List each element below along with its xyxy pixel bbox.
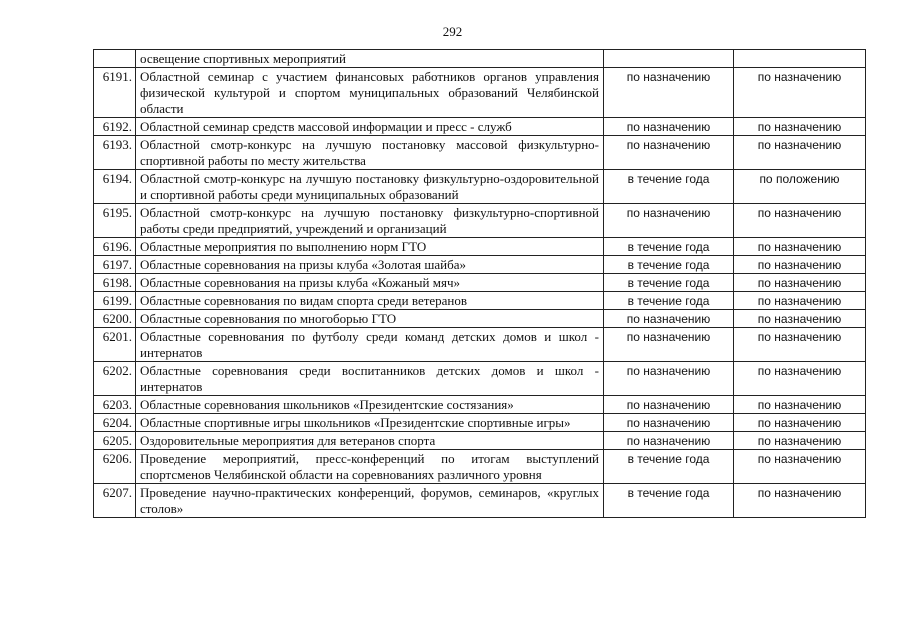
row-number-cell: 6203. (94, 396, 136, 414)
table-row (94, 170, 866, 204)
event-term-cell (604, 50, 734, 68)
event-name-cell: Оздоровительные мероприятия для ветеранов спорта (136, 432, 604, 450)
event-funding-cell: по назначению (734, 432, 866, 450)
event-funding-cell: по назначению (734, 256, 866, 274)
row-number-cell: 6206. (94, 450, 136, 484)
row-number-cell: 6198. (94, 274, 136, 292)
table-row (94, 414, 866, 432)
event-name-cell: Областные соревнования школьников «Президентские состязания» (136, 396, 604, 414)
event-term-cell: по назначению (604, 136, 734, 170)
table-row (94, 432, 866, 450)
event-funding-cell: по назначению (734, 396, 866, 414)
event-term-cell: по назначению (604, 414, 734, 432)
row-number-cell: 6196. (94, 238, 136, 256)
event-funding-cell: по назначению (734, 484, 866, 518)
event-name-cell: Областные соревнования по многоборью ГТО (136, 310, 604, 328)
event-name-cell: Областной семинар средств массовой информации и пресс - служб (136, 118, 604, 136)
event-name-cell: Областные спортивные игры школьников «Президентские спортивные игры» (136, 414, 604, 432)
row-number-cell: 6191. (94, 68, 136, 118)
event-term-cell: по назначению (604, 310, 734, 328)
event-name-cell: Областной семинар с участием финансовых работников органов управления физической культурой и спортом муниципальных образований Челябинской области (136, 68, 604, 118)
event-name-cell: Областные соревнования по футболу среди команд детских домов и школ - интернатов (136, 328, 604, 362)
event-funding-cell: по назначению (734, 292, 866, 310)
event-funding-cell: по назначению (734, 328, 866, 362)
row-number-cell: 6192. (94, 118, 136, 136)
event-funding-cell: по назначению (734, 68, 866, 118)
row-number-cell: 6195. (94, 204, 136, 238)
row-number-cell: 6199. (94, 292, 136, 310)
row-number-cell: 6207. (94, 484, 136, 518)
page-number: 292 (442, 24, 463, 39)
event-term-cell: в течение года (604, 274, 734, 292)
event-term-cell: по назначению (604, 328, 734, 362)
table-row (94, 484, 866, 518)
event-funding-cell: по назначению (734, 362, 866, 396)
table-row (94, 396, 866, 414)
table-row (94, 118, 866, 136)
event-name-cell: Проведение научно-практических конференций, форумов, семинаров, «круглых столов» (136, 484, 604, 518)
table-row (94, 136, 866, 170)
event-name-cell: Областной смотр-конкурс на лучшую постановку массовой физкультурно-спортивной работы по месту жительства (136, 136, 604, 170)
event-term-cell: по назначению (604, 204, 734, 238)
row-number-cell: 6193. (94, 136, 136, 170)
row-number-cell: 6205. (94, 432, 136, 450)
table-row (94, 50, 866, 68)
table-row (94, 362, 866, 396)
event-funding-cell: по положению (734, 170, 866, 204)
event-funding-cell: по назначению (734, 238, 866, 256)
event-name-cell: освещение спортивных мероприятий (136, 50, 604, 68)
event-term-cell: по назначению (604, 396, 734, 414)
row-number-cell (94, 50, 136, 68)
events-table-body (94, 50, 866, 518)
event-name-cell: Областной смотр-конкурс на лучшую постановку физкультурно-оздоровительной и спортивной работы среди муниципальных образований (136, 170, 604, 204)
event-name-cell: Областные соревнования на призы клуба «Кожаный мяч» (136, 274, 604, 292)
event-term-cell: в течение года (604, 170, 734, 204)
table-row (94, 450, 866, 484)
table-row (94, 274, 866, 292)
event-funding-cell: по назначению (734, 136, 866, 170)
event-term-cell: в течение года (604, 256, 734, 274)
event-name-cell: Проведение мероприятий, пресс-конференций по итогам выступлений спортсменов Челябинской области на соревнованиях различного уровня (136, 450, 604, 484)
table-row (94, 292, 866, 310)
event-name-cell: Областной смотр-конкурс на лучшую постановку физкультурно-спортивной работы среди предприятий, учреждений и организаций (136, 204, 604, 238)
table-row (94, 256, 866, 274)
event-funding-cell (734, 50, 866, 68)
row-number-cell: 6194. (94, 170, 136, 204)
row-number-cell: 6202. (94, 362, 136, 396)
event-name-cell: Областные соревнования среди воспитанников детских домов и школ - интернатов (136, 362, 604, 396)
event-funding-cell: по назначению (734, 310, 866, 328)
events-table (93, 49, 866, 518)
table-row (94, 238, 866, 256)
event-term-cell: по назначению (604, 68, 734, 118)
event-term-cell: по назначению (604, 118, 734, 136)
row-number-cell: 6201. (94, 328, 136, 362)
row-number-cell: 6204. (94, 414, 136, 432)
event-term-cell: в течение года (604, 484, 734, 518)
event-term-cell: в течение года (604, 292, 734, 310)
event-funding-cell: по назначению (734, 118, 866, 136)
event-term-cell: в течение года (604, 238, 734, 256)
event-funding-cell: по назначению (734, 414, 866, 432)
event-funding-cell: по назначению (734, 450, 866, 484)
event-name-cell: Областные соревнования на призы клуба «Золотая шайба» (136, 256, 604, 274)
event-term-cell: по назначению (604, 362, 734, 396)
table-row (94, 68, 866, 118)
table-row (94, 204, 866, 238)
table-row (94, 310, 866, 328)
event-term-cell: в течение года (604, 450, 734, 484)
table-row (94, 328, 866, 362)
event-name-cell: Областные соревнования по видам спорта среди ветеранов (136, 292, 604, 310)
event-name-cell: Областные мероприятия по выполнению норм ГТО (136, 238, 604, 256)
row-number-cell: 6197. (94, 256, 136, 274)
event-term-cell: по назначению (604, 432, 734, 450)
row-number-cell: 6200. (94, 310, 136, 328)
event-funding-cell: по назначению (734, 274, 866, 292)
event-funding-cell: по назначению (734, 204, 866, 238)
